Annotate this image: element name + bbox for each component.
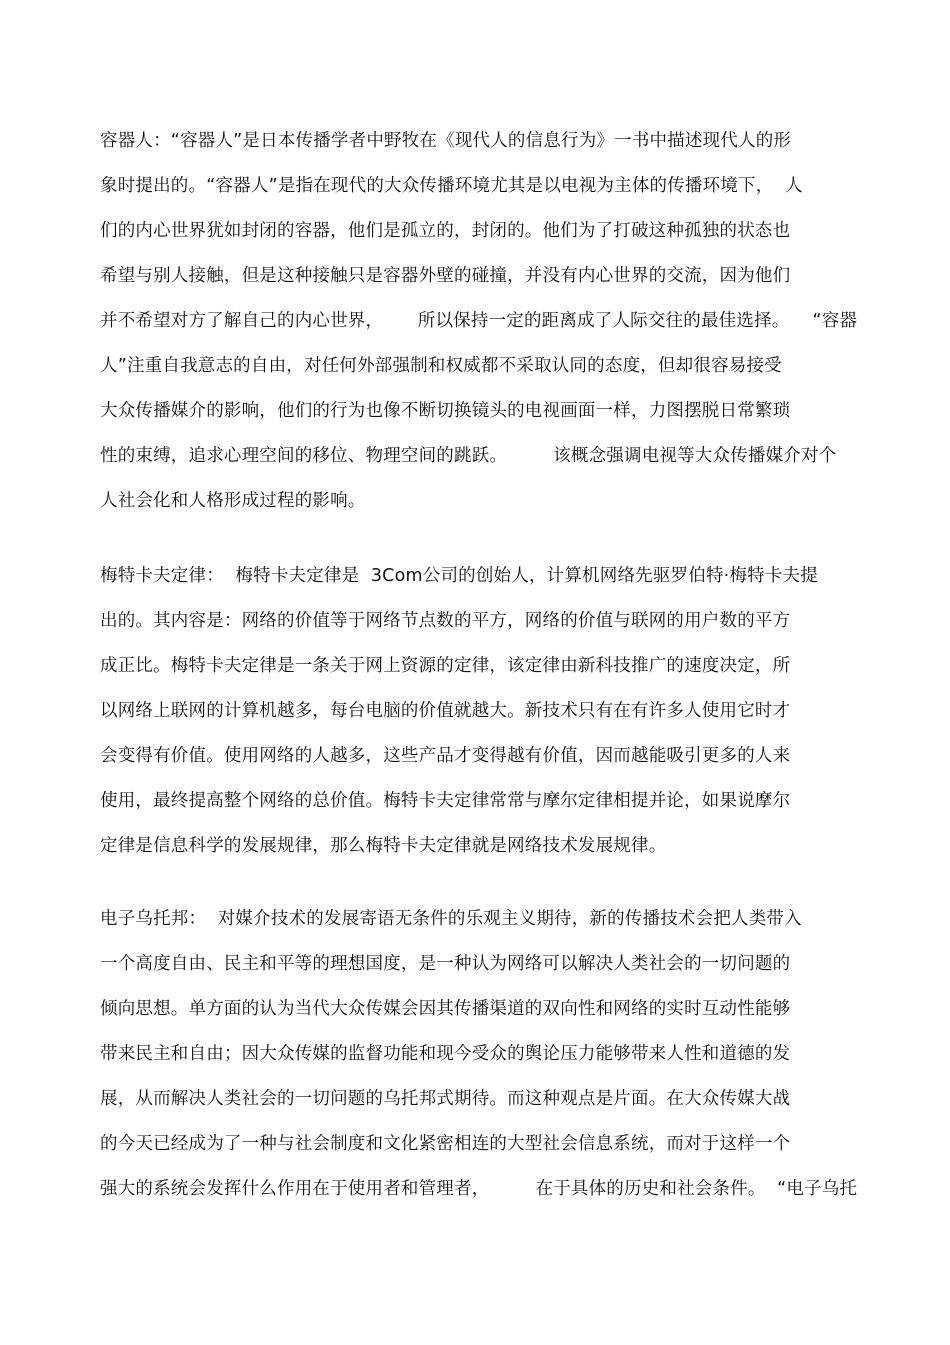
text-line: 强大的系统会发挥什么作用在于使用者和管理者， 在于具体的历史和社会条件。 “电子乌托 bbox=[100, 1179, 858, 1199]
paragraph-electronic-utopia bbox=[100, 905, 860, 1220]
text-line: 出的。其内容是：网络的价值等于网络节点数的平方，网络的价值与联网的用户数的平方 bbox=[100, 611, 791, 631]
text-line: 象时提出的。“容器人”是指在现代的大众传播环境尤其是以电视为主体的传播环境下， 人 bbox=[100, 176, 803, 196]
text-line: 并不希望对方了解自己的内心世界， 所以保持一定的距离成了人际交往的最佳选择。 “容器 bbox=[100, 311, 858, 331]
text-line: 会变得有价值。使用网络的人越多，这些产品才变得越有价值，因而越能吸引更多的人来 bbox=[100, 746, 791, 766]
text-line: 带来民主和自由；因大众传媒的监督功能和现今受众的舆论压力能够带来人性和道德的发 bbox=[100, 1044, 791, 1064]
paragraph-metcalfe-law bbox=[100, 562, 860, 877]
text-line: 大众传播媒介的影响，他们的行为也像不断切换镜头的电视画面一样，力图摆脱日常繁琐 bbox=[100, 401, 791, 421]
text-line: 人社会化和人格形成过程的影响。 bbox=[100, 491, 366, 511]
text-line: 倾向思想。单方面的认为当代大众传媒会因其传播渠道的双向性和网络的实时互动性能够 bbox=[100, 999, 791, 1019]
text-line: 使用，最终提高整个网络的总价值。梅特卡夫定律常常与摩尔定律相提并论，如果说摩尔 bbox=[100, 791, 791, 811]
text-line: 容器人：“容器人”是日本传播学者中野牧在《现代人的信息行为》一书中描述现代人的形 bbox=[100, 131, 792, 151]
text-line: 梅特卡夫定律： 梅特卡夫定律是 3Com公司的创始人，计算机网络先驱罗伯特·梅特卡夫提 bbox=[100, 566, 818, 586]
text-line: 希望与别人接触，但是这种接触只是容器外壁的碰撞，并没有内心世界的交流，因为他们 bbox=[100, 266, 791, 286]
text-line: 们的内心世界犹如封闭的容器，他们是孤立的，封闭的。他们为了打破这种孤独的状态也 bbox=[100, 221, 791, 241]
text-line: 的今天已经成为了一种与社会制度和文化紧密相连的大型社会信息系统，而对于这样一个 bbox=[100, 1134, 791, 1154]
paragraph-container-man bbox=[100, 127, 860, 532]
text-line: 人”注重自我意志的自由，对任何外部强制和权威都不采取认同的态度，但却很容易接受 bbox=[100, 356, 782, 376]
text-line: 定律是信息科学的发展规律，那么梅特卡夫定律就是网络技术发展规律。 bbox=[100, 836, 667, 856]
text-line: 成正比。梅特卡夫定律是一条关于网上资源的定律，该定律由新科技推广的速度决定，所 bbox=[100, 656, 791, 676]
text-line: 电子乌托邦： 对媒介技术的发展寄语无条件的乐观主义期待，新的传播技术会把人类带入 bbox=[100, 909, 802, 929]
text-line: 性的束缚，追求心理空间的移位、物理空间的跳跃。 该概念强调电视等大众传播媒介对个 bbox=[100, 446, 837, 466]
text-line: 展，从而解决人类社会的一切问题的乌托邦式期待。而这种观点是片面。在大众传媒大战 bbox=[100, 1089, 791, 1109]
text-line: 以网络上联网的计算机越多，每台电脑的价值就越大。新技术只有在有许多人使用它时才 bbox=[100, 701, 791, 721]
text-line: 一个高度自由、民主和平等的理想国度，是一种认为网络可以解决人类社会的一切问题的 bbox=[100, 954, 791, 974]
